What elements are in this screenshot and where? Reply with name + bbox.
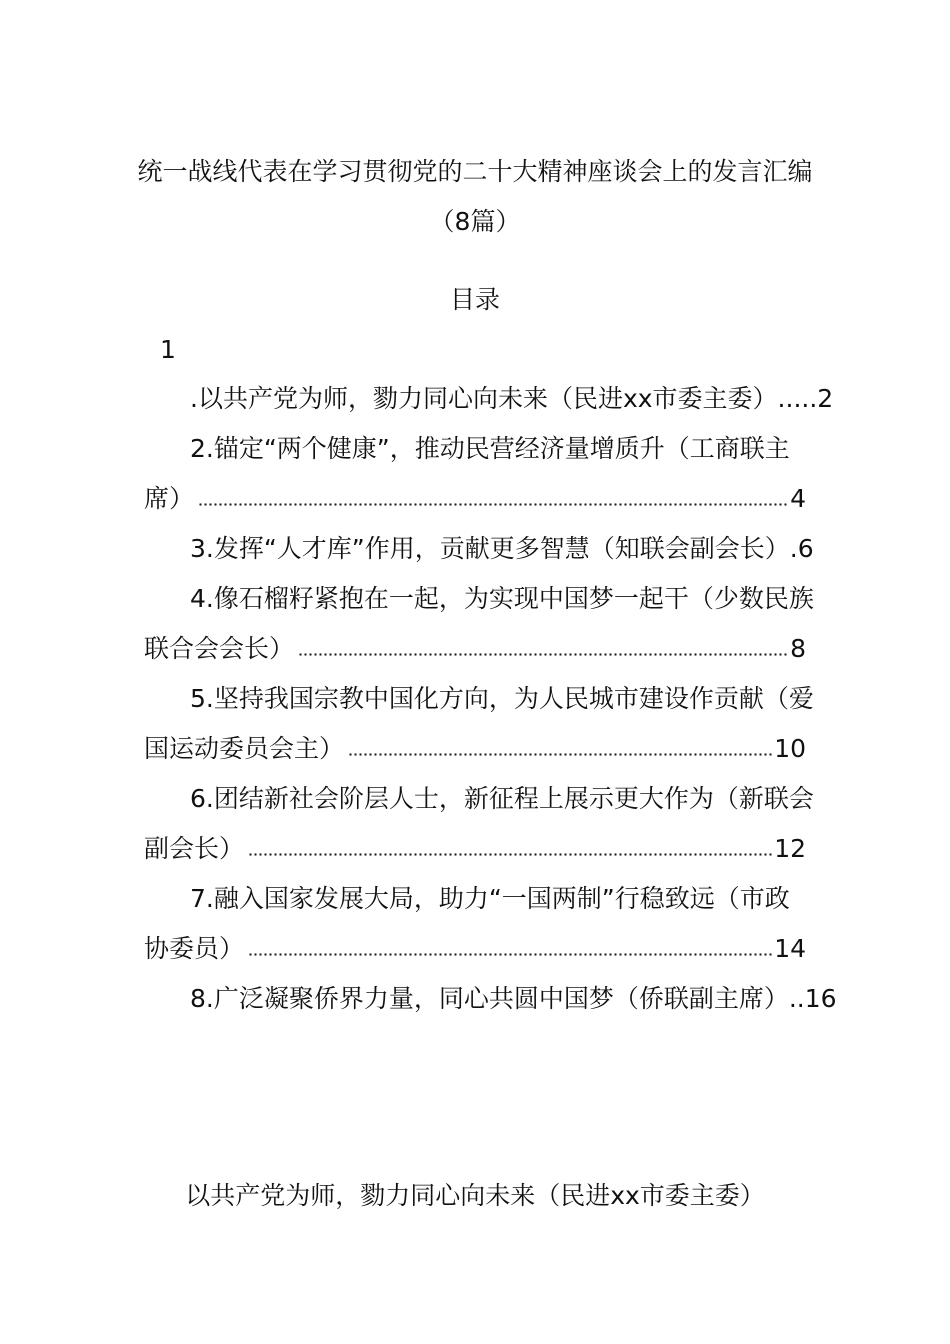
toc-entry-6-continued[interactable]: [144, 832, 806, 866]
dot-leader: [348, 750, 772, 758]
toc-entry-page: 12: [774, 834, 806, 863]
dot-leader: [248, 850, 772, 858]
toc-entry-page: 4: [790, 484, 806, 513]
toc-entry-2[interactable]: [144, 432, 806, 466]
toc-entry-title-cont: 联合会会长）: [144, 634, 295, 663]
toc-entry-2-continued[interactable]: [144, 482, 806, 516]
toc-entry-page: 14: [774, 934, 806, 963]
toc-entry-3[interactable]: [144, 532, 814, 566]
section-heading: 以共产党为师，勠力同心向未来（民进xx市委主委）: [185, 1181, 765, 1210]
toc-entry-title-cont: 副会长）: [144, 834, 245, 863]
toc-entry-6[interactable]: [144, 782, 814, 816]
toc-entry-5-continued[interactable]: [144, 732, 806, 766]
toc-entry-page: 10: [774, 734, 806, 763]
toc-entry-4[interactable]: [144, 582, 814, 616]
toc-entry-page: ..16: [788, 984, 837, 1013]
toc-entry-7-continued[interactable]: [144, 932, 806, 966]
toc-entry-title: 7.融入国家发展大局，助力“一国两制”行稳致远（市政: [190, 884, 790, 913]
toc-entry-title: 4.像石榴籽紧抱在一起，为实现中国梦一起干（少数民族: [190, 584, 814, 613]
toc-entry-title-cont: 席）: [144, 484, 195, 513]
toc-heading: 目录: [449, 285, 500, 314]
dot-leader: [198, 500, 788, 508]
toc-entry-title-cont: 协委员）: [144, 934, 245, 963]
toc-entry-title: 2.锚定“两个健康”，推动民营经济量增质升（工商联主: [190, 434, 790, 463]
toc-number: 1: [160, 335, 176, 364]
toc-entry-8[interactable]: [144, 982, 837, 1016]
toc-entry-title: 6.团结新社会阶层人士，新征程上展示更大作为（新联会: [190, 784, 814, 813]
document-subtitle: （8篇）: [429, 207, 521, 236]
toc-entry-7[interactable]: [144, 882, 806, 916]
toc-entry-title: 5.坚持我国宗教中国化方向，为人民城市建设作贡献（爱: [190, 684, 814, 713]
toc-entry-title-cont: 国运动委员会主）: [144, 734, 345, 763]
toc-entry-title: .以共产党为师，勠力同心向未来（民进xx市委主委）: [190, 384, 778, 413]
dot-leader: [298, 650, 788, 658]
dot-leader: [248, 950, 772, 958]
toc-entry-title: 3.发挥“人才库”作用，贡献更多智慧（知联会副会长）: [190, 534, 790, 563]
toc-entry-page: .....2: [777, 384, 834, 413]
toc-entry-1[interactable]: [144, 382, 834, 416]
toc-entry-4-continued[interactable]: [144, 632, 806, 666]
document-title: 统一战线代表在学习贯彻党的二十大精神座谈会上的发言汇编: [137, 157, 813, 186]
toc-entry-page: .6: [789, 534, 814, 563]
toc-entry-5[interactable]: [144, 682, 814, 716]
toc-entry-title: 8.广泛凝聚侨界力量，同心共圆中国梦（侨联副主席）: [190, 984, 789, 1013]
toc-entry-page: 8: [790, 634, 806, 663]
